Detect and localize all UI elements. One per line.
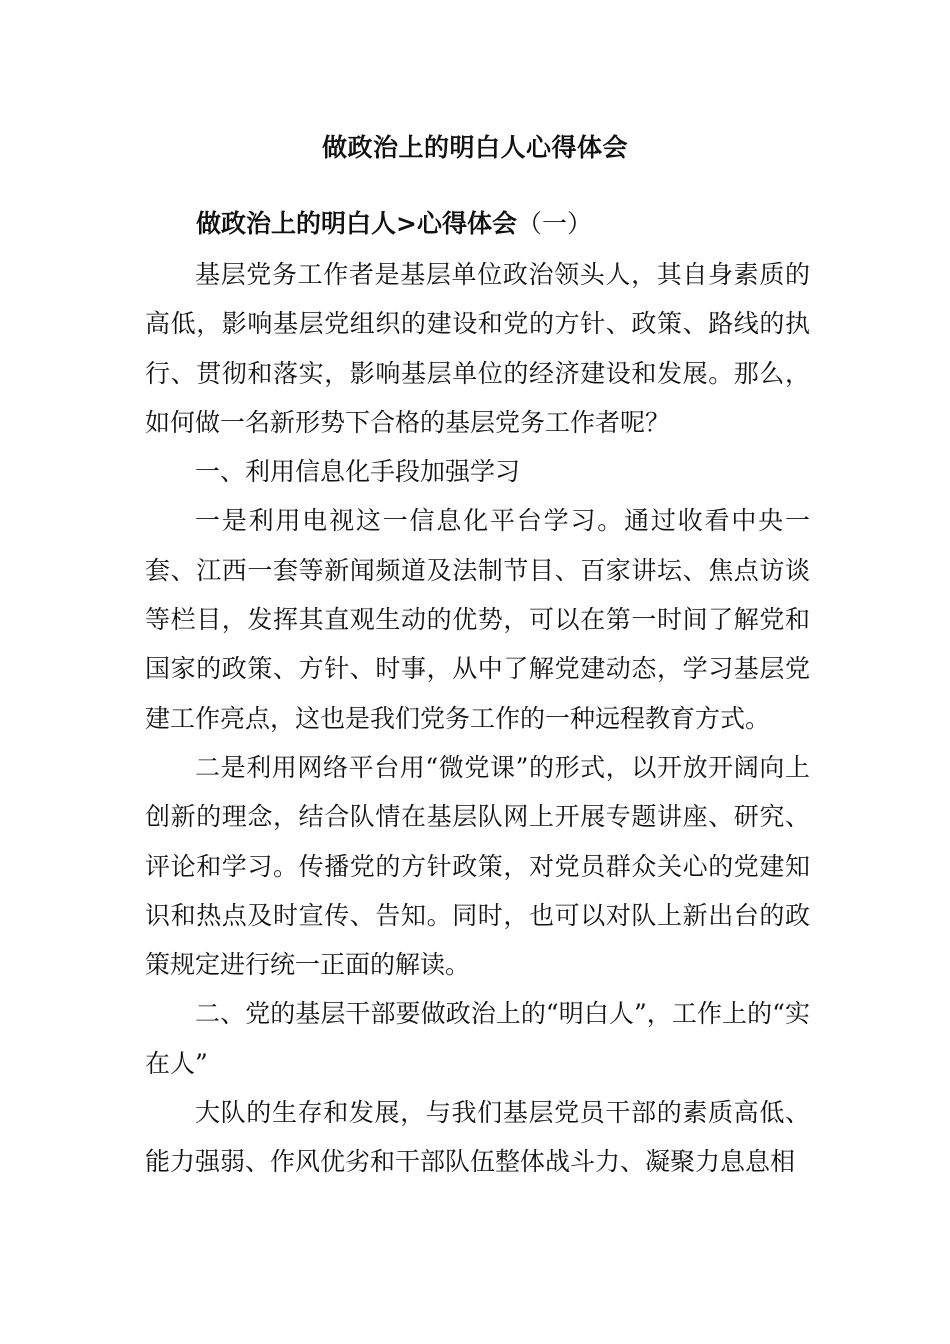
paragraph-tv-learning: 一是利用电视这一信息化平台学习。通过收看中央一套、江西一套等新闻频道及法制节目、百家讲坛、焦点访谈等栏目，发挥其直观生动的优势，可以在第一时间了解党和国家的政策、方针、时事，从中了解党建动态，学习基层党建工作亮点，这也是我们党务工作的一种远程教育方式。 bbox=[145, 506, 810, 733]
paragraph-intro: 基层党务工作者是基层单位政治领头人，其自身素质的高低，影响基层党组织的建设和党的方针、政策、路线的执行、贯彻和落实，影响基层单位的经济建设和发展。那么，如何做一名新形势下合格的基层党务工作者呢？ bbox=[145, 260, 810, 437]
section-heading-number: （一） bbox=[516, 209, 592, 238]
document-body bbox=[145, 250, 810, 1187]
document-title: 做政治上的明白人心得体会 bbox=[321, 133, 628, 162]
paragraph-heading-one: 一、利用信息化手段加强学习 bbox=[195, 457, 521, 487]
paragraph-network-learning: 二是利用网络平台用“微党课”的形式，以开放开阔向上创新的理念，结合队情在基层队网上开展专题讲座、研究、评论和学习。传播党的方针政策，对党员群众关心的党建知识和热点及时宣传、告知。同时，也可以对队上新出台的政策规定进行统一正面的解读。 bbox=[145, 752, 810, 980]
section-heading-title: 做政治上的明白人>心得体会 bbox=[196, 209, 517, 238]
paragraph-brigade: 大队的生存和发展，与我们基层党员干部的素质高低、能力强弱、作风优劣和干部队伍整体战斗力、凝聚力息息相 bbox=[145, 1098, 810, 1177]
section-heading bbox=[196, 202, 592, 246]
paragraph-heading-two: 二、党的基层干部要做政治上的“明白人”，工作上的“实在人” bbox=[145, 999, 810, 1078]
